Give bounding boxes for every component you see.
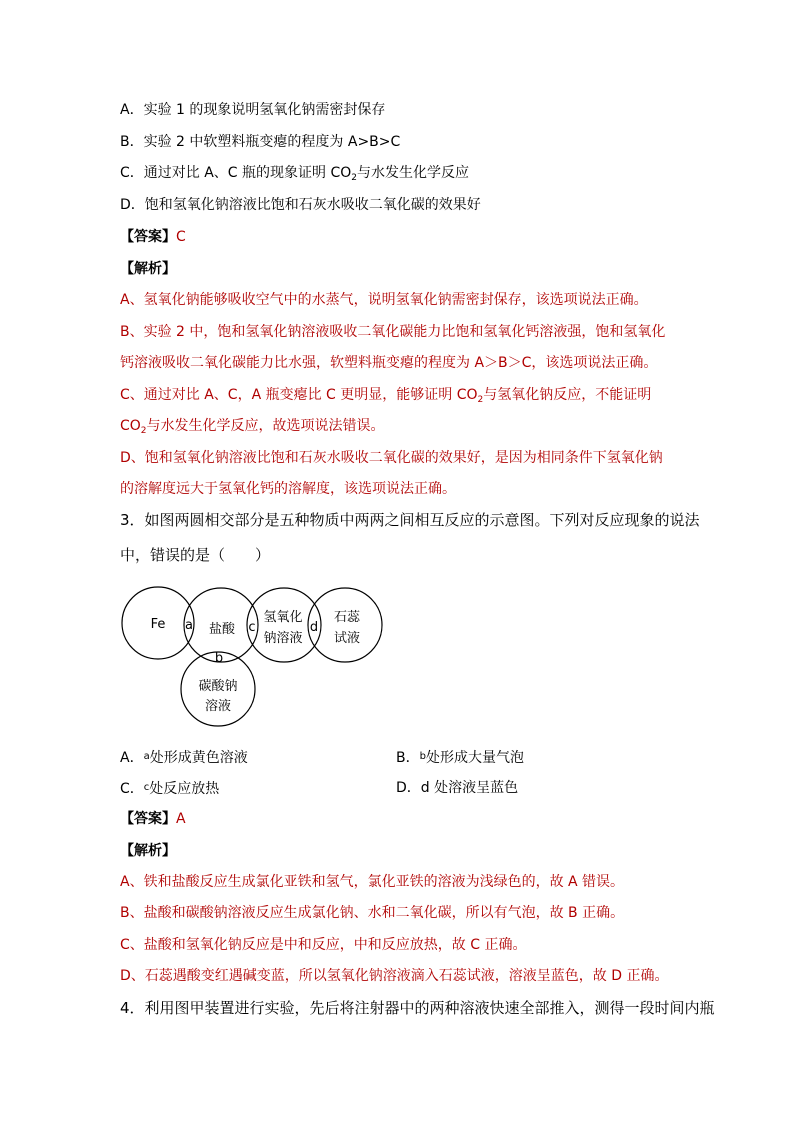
q3-analysis-c: C、盐酸和氢氧化钠反应是中和反应，中和反应放热，故 C 正确。 — [120, 937, 527, 953]
q2-analysis-c-line1: C、通过对比 A、C，A 瓶变瘪比 C 更明显，能够证明 $CO_2$与氢氧化钠反应，不能证明 — [120, 387, 652, 405]
q2-option-b: B．实验 2 中软塑料瓶变瘪的程度为 A>B>C — [120, 134, 401, 150]
q3-analysis-a: A、铁和盐酸反应生成氯化亚铁和氢气，氯化亚铁的溶液为浅绿色的，故 A 错误。 — [120, 874, 625, 890]
q3-stem-line2: 中，错误的是（ ） — [120, 546, 271, 564]
label-a: a — [185, 618, 193, 633]
label-naoh-line1: 氢氧化 — [263, 610, 303, 625]
label-litmus-line2: 试液 — [333, 631, 361, 646]
q2-analysis-b-line1: B、实验 2 中，饱和氢氧化钠溶液吸收二氧化碳能力比饱和氢氧化钙溶液强，饱和氢氧化 — [120, 324, 666, 340]
q2-option-a: A．实验 1 的现象说明氢氧化钠需密封保存 — [120, 102, 386, 118]
label-hcl: 盐酸 — [208, 622, 236, 637]
circle-litmus — [308, 588, 382, 662]
q3-analysis-b: B、盐酸和碳酸钠溶液反应生成氯化钠、水和二氧化碳，所以有气泡，故 B 正确。 — [120, 905, 625, 921]
label-c: c — [248, 620, 256, 635]
q3-analysis-d: D、石蕊遇酸变红遇碱变蓝，所以氢氧化钠溶液滴入石蕊试液，溶液呈蓝色，故 D 正确。 — [120, 968, 669, 984]
q2-option-d: D．饱和氢氧化钠溶液比饱和石灰水吸收二氧化碳的效果好 — [120, 197, 481, 213]
q4-stem-line1: 4．利用图甲装置进行实验，先后将注射器中的两种溶液快速全部推入，测得一段时间内瓶 — [120, 999, 715, 1017]
q2-analysis-label: 【解析】 — [120, 261, 176, 277]
q3-option-d: D．d 处溶液呈蓝色 — [396, 780, 519, 796]
q2-option-c: C．通过对比 A、C 瓶的现象证明 $CO_2$与水发生化学反应 — [120, 165, 470, 183]
label-na2co3-line2: 溶液 — [204, 699, 232, 714]
q3-analysis-label: 【解析】 — [120, 843, 176, 859]
label-na2co3-line1: 碳酸钠 — [198, 679, 238, 694]
q3-stem-line1: 3．如图两圆相交部分是五种物质中两两之间相互反应的示意图。下列对反应现象的说法 — [120, 511, 700, 529]
q2-analysis-b-line2: 钙溶液吸收二氧化碳能力比水强，软塑料瓶变瘪的程度为 A＞B＞C，该选项说法正确。 — [120, 355, 658, 371]
q2-analysis-d-line2: 的溶解度远大于氢氧化钙的溶解度，该选项说法正确。 — [120, 481, 456, 497]
label-b: b — [214, 651, 224, 666]
label-d: d — [309, 620, 319, 635]
q3-option-c: C．$^c$处反应放热 — [120, 781, 220, 797]
q3-answer: 【答案】A — [120, 811, 186, 827]
q3-option-b: B．$^b$处形成大量气泡 — [396, 750, 524, 766]
label-naoh-line2: 钠溶液 — [263, 631, 303, 646]
label-litmus-line1: 石蕊 — [333, 610, 361, 625]
label-fe: Fe — [150, 617, 166, 632]
q2-analysis-c-line2: $CO_2$与水发生化学反应，故选项说法错误。 — [120, 418, 385, 436]
q3-option-a: A．$^a$处形成黄色溶液 — [120, 750, 248, 766]
q2-analysis-d-line1: D、饱和氢氧化钠溶液比饱和石灰水吸收二氧化碳的效果好，是因为相同条件下氢氧化钠 — [120, 450, 663, 466]
reaction-circles-diagram — [120, 580, 390, 730]
q2-answer: 【答案】C — [120, 229, 186, 245]
q2-analysis-a: A、氢氧化钠能够吸收空气中的水蒸气，说明氢氧化钠需密封保存，该选项说法正确。 — [120, 292, 648, 308]
